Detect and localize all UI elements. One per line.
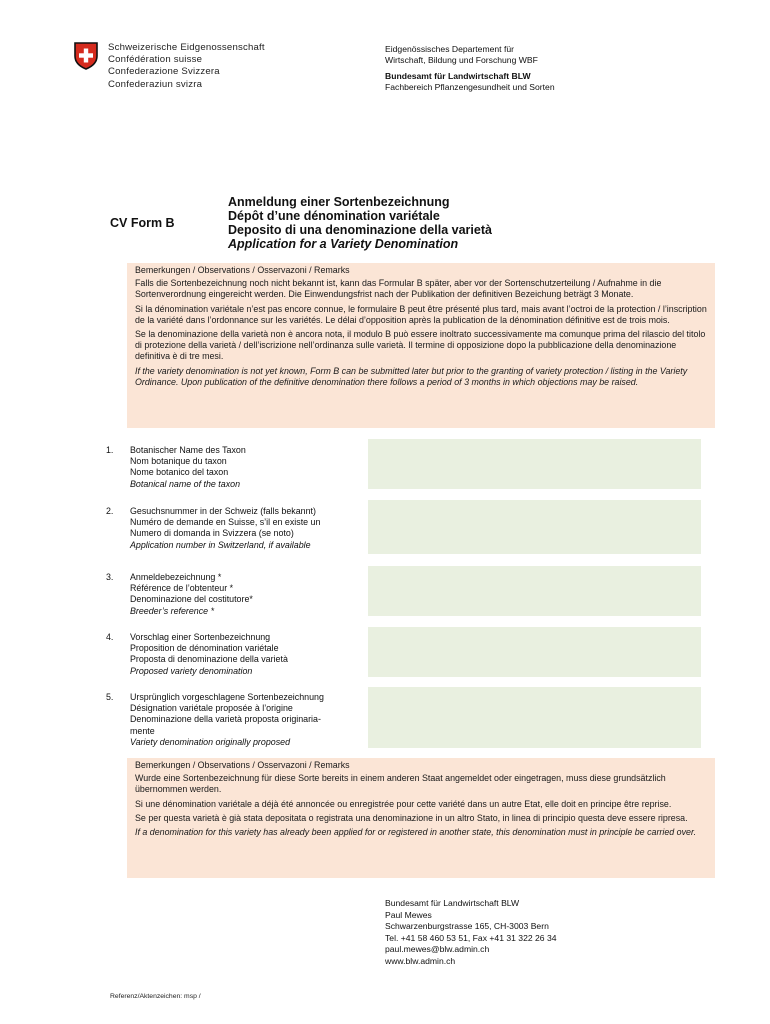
label-fr: Référence de l’obtenteur *: [130, 583, 234, 594]
remarks-text-fr: Si une dénomination variétale a déjà été annoncée ou enregistrée pour cette variété dans un autre Etat, elle doit en principe être reprise.: [135, 798, 672, 809]
item-label: [130, 572, 362, 617]
label-fr: Proposition de dénomination variétale: [130, 643, 279, 654]
item-number: 1.: [106, 445, 114, 455]
label-it: Nome botanico del taxon: [130, 467, 229, 478]
confederation-it: Confederazione Svizzera: [108, 66, 220, 78]
confederation-de: Schweizerische Eidgenossenschaft: [108, 42, 265, 53]
botanical-name-field[interactable]: [368, 439, 701, 489]
proposed-denomination-field[interactable]: [368, 627, 701, 677]
remarks-text-de: Wurde eine Sortenbezeichnung für diese Sorte bereits in einem anderen Staat angemeldet oder eingetragen, muss diese grundsätzlich übernommen werden.: [135, 773, 666, 795]
label-en: Application number in Switzerland, if available: [130, 539, 311, 550]
title-it: Deposito di una denominazione della varietà: [228, 223, 492, 237]
label-fr: Nom botanique du taxon: [130, 456, 227, 467]
address-website[interactable]: www.blw.admin.ch: [385, 955, 456, 966]
item-label: [130, 692, 362, 748]
department-block: [385, 44, 555, 93]
item-number: 5.: [106, 692, 114, 702]
department-line-2: Wirtschaft, Bildung und Forschung WBF: [385, 55, 538, 65]
label-it: Numero di domanda in Svizzera (se noto): [130, 528, 294, 539]
remarks-heading: Bemerkungen / Observations / Osservazoni / Remarks: [135, 760, 350, 770]
item-number: 2.: [106, 506, 114, 516]
office-name: Bundesamt für Landwirtschaft BLW: [385, 71, 531, 81]
title-de: Anmeldung einer Sortenbezeichnung: [228, 195, 450, 209]
remarks-text-it: Se per questa varietà è già stata depositata o registrata una denominazione in un altro Stato, in linea di principio questa deve essere ripresa.: [135, 812, 688, 823]
form-id: CV Form B: [110, 216, 175, 230]
address-contact-name: Paul Mewes: [385, 909, 432, 920]
item-label: [130, 445, 362, 490]
label-en: Botanical name of the taxon: [130, 478, 241, 489]
label-de: Anmeldebezeichnung *: [130, 572, 222, 582]
remarks-box-2: [127, 758, 715, 878]
division-name: Fachbereich Pflanzengesundheit und Sorten: [385, 82, 555, 92]
form-titles: [228, 195, 492, 251]
department-line-1: Eidgenössisches Departement für: [385, 44, 514, 54]
label-en: Breeder’s reference *: [130, 605, 215, 616]
application-number-field[interactable]: [368, 500, 701, 554]
address-email[interactable]: paul.mewes@blw.admin.ch: [385, 944, 490, 955]
label-en: Variety denomination originally proposed: [130, 736, 291, 747]
confederation-names: [108, 42, 265, 91]
label-it: Denominazione della varietà proposta originaria-: [130, 714, 321, 725]
label-fr: Désignation variétale proposée à l’origine: [130, 703, 293, 714]
title-fr: Dépôt d’une dénomination variétale: [228, 209, 440, 223]
contact-address: [385, 898, 557, 968]
item-label: [130, 506, 362, 551]
label-de: Gesuchsnummer in der Schweiz (falls bekannt): [130, 506, 316, 516]
breeders-reference-field[interactable]: [368, 566, 701, 616]
address-office: Bundesamt für Landwirtschaft BLW: [385, 898, 520, 908]
original-denomination-field[interactable]: [368, 687, 701, 748]
item-label: [130, 632, 362, 677]
label-de: Vorschlag einer Sortenbezeichnung: [130, 632, 271, 642]
address-street: Schwarzenburgstrasse 165, CH-3003 Bern: [385, 921, 549, 932]
confederation-fr: Confédération suisse: [108, 54, 203, 66]
label-it: Denominazione del costitutore*: [130, 594, 253, 605]
label-fr: Numéro de demande en Suisse, s’il en existe un: [130, 517, 321, 528]
label-de: Botanischer Name des Taxon: [130, 445, 246, 455]
reference-footer: Referenz/Aktenzeichen: msp /: [110, 993, 201, 1000]
label-it: Proposta di denominazione della varietà: [130, 654, 288, 665]
remarks-text-en: If the variety denomination is not yet known, Form B can be submitted later but prior to the granting of variety protection / listing in the Variety Ordinance. Upon publication of the definitive denomination there follows a period of 3 months in which objections may be raised.: [135, 365, 688, 387]
remarks-text-fr: Si la dénomination variétale n’est pas encore connue, le formulaire B peut être présenté plus tard, mais avant l’octroi de la protection / l’inscription de la variété dans l’ordonnance sur les variétés. Le délai d’opposition après la publication de la dénomination définitive est de trois mois.: [135, 303, 707, 325]
label-de: Ursprünglich vorgeschlagene Sortenbezeichnung: [130, 692, 324, 702]
address-phone: Tel. +41 58 460 53 51, Fax +41 31 322 26 34: [385, 932, 557, 943]
title-en: Application for a Variety Denomination: [228, 237, 459, 251]
remarks-text-it: Se la denominazione della varietà non è ancora nota, il modulo B può essere inoltrato successivamente ma comunque prima del rilascio del titolo di protezione della varietà / dell’iscrizione nell’ordinanza sulle varietà. Il termine di opposizione dopo la pubblicazione della denominazione definitiva è di tre mesi.: [135, 329, 706, 362]
confederation-rm: Confederaziun svizra: [108, 78, 203, 90]
remarks-box-1: [127, 263, 715, 428]
item-number: 4.: [106, 632, 114, 642]
swiss-crest-icon: [74, 42, 98, 70]
remarks-heading: Bemerkungen / Observations / Osservazoni / Remarks: [135, 265, 350, 275]
remarks-text-en: If a denomination for this variety has already been applied for or registered in another state, this denomination must in principle be carried over.: [135, 827, 697, 838]
item-number: 3.: [106, 572, 114, 582]
remarks-text-de: Falls die Sortenbezeichnung noch nicht bekannt ist, kann das Formular B später, aber vor der Sortenschutzerteilung / Aufnahme in die Sortenverordnung eingereicht werden. Die Einwendungsfrist nach der Publikation der definitiven Bezeichung beträgt 3 Monate.: [135, 278, 662, 300]
label-en: Proposed variety denomination: [130, 665, 253, 676]
label-it-cont: mente: [130, 725, 155, 736]
